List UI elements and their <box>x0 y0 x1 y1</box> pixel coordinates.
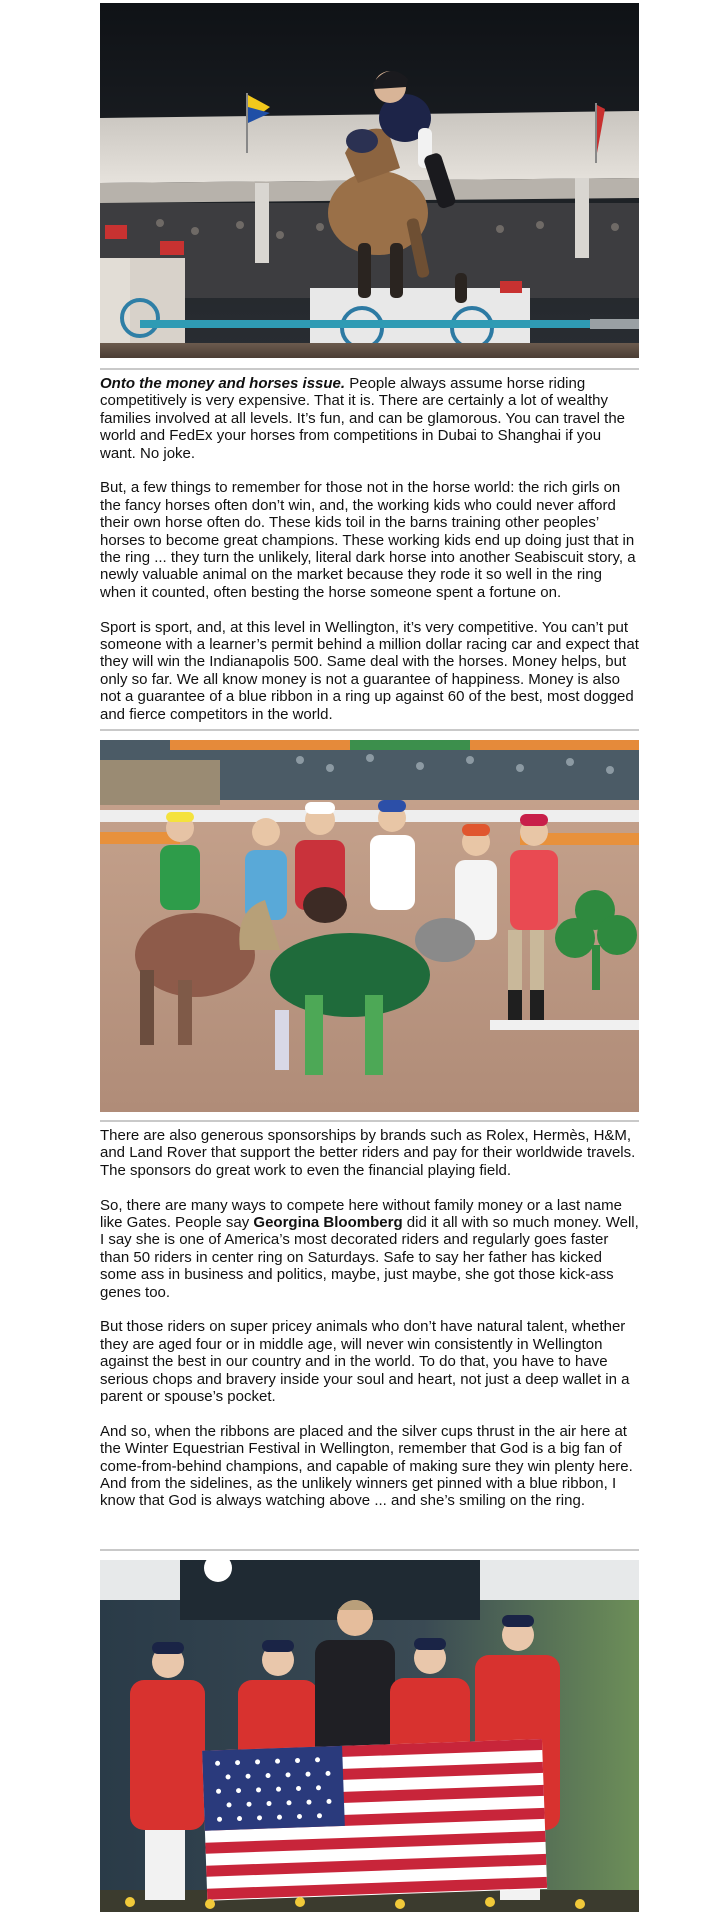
paragraph: But those riders on super pricey animals who don’t have natural talent, whether they are aged four or in middle age, will never win consistently in Wellington against the best in our country and in the world. To do that, you have to have serious chops and bravery inside your soul and heart, not just a deep wallet in a parent or spouse’s pocket. <box>100 1318 630 1406</box>
divider-rule <box>100 1120 639 1122</box>
divider-rule <box>100 729 639 731</box>
paragraph: There are also generous sponsorships by brands such as Rolex, Hermès, H&M, and Land Rover that support the better riders and pay for their worldwide travels. The sponsors do great work to even the financial playing field. <box>100 1127 636 1179</box>
team-usa-flag-photo <box>100 1560 639 1912</box>
paragraph-text: did it all with so much money. Well, I say she is one of America’s most decorated riders and regularly goes faster than 50 riders in center ring on Saturdays. Safe to say her father has kicked some ass in business and politics, maybe, just maybe, she got those kick-ass genes too. <box>100 1214 639 1301</box>
paragraph: Sport is sport, and, at this level in Wellington, it’s very competitive. You can’t put someone with a learner’s permit behind a million dollar racing car and expect that they will win the Indianapolis 500. Same deal with the horses. Money helps, but only so far. We all know money is not a guarantee of happiness. Money is also not a guarantee of a blue ribbon in a ring up against 60 of the best, most dogged and fierce competitors in the world. <box>100 618 639 723</box>
paragraph: And so, when the ribbons are placed and the silver cups thrust in the air here at the Winter Equestrian Festival in Wellington, remember that God is a big fan of come-from-behind champions, and capable of making sure they win plenty here. And from the sidelines, as the unlikely winners get pinned with a blue ribbon, I know that God is always watching above ... and she’s smiling on the ring. <box>100 1422 633 1510</box>
paragraph-text: So, there are many ways to compete here without family money or a last name like Gates. People say <box>100 1196 622 1232</box>
paragraph-text: People always assume horse riding competitively is very expensive. That it is. There are certainly a lot of wealthy families involved at all levels. It’s fun, and can be glamorous. You can travel the world and FedEx your horses from competitions in Dubai to Shanghai if you want. No joke. <box>100 375 626 462</box>
divider-rule <box>100 1549 639 1551</box>
paragraph <box>100 375 639 462</box>
bold-name: Georgina Bloomberg <box>253 1214 403 1232</box>
paragraph: But, a few things to remember for those not in the horse world: the rich girls on the fancy horses often don’t win, and, the working kids who could never afford their own horse often do. These kids toil in the barns training other peoples’ horses to become great champions. These working kids end up doing just that in the ring ... they turn the unlikely, literal dark horse into another Seabiscuit story, a newly valuable animal on the market because they rode it so well in the ring when it counted, often besting the horse someone spent a fortune on. <box>100 479 636 601</box>
article-section-1 <box>100 375 639 723</box>
divider-rule <box>100 368 639 370</box>
article-section-2 <box>100 1127 639 1510</box>
bold-lead-in: Onto the money and horses issue. <box>100 375 346 392</box>
paragraph <box>100 1197 639 1301</box>
show-jumping-photo <box>100 3 639 358</box>
kids-with-ponies-photo <box>100 740 639 1112</box>
